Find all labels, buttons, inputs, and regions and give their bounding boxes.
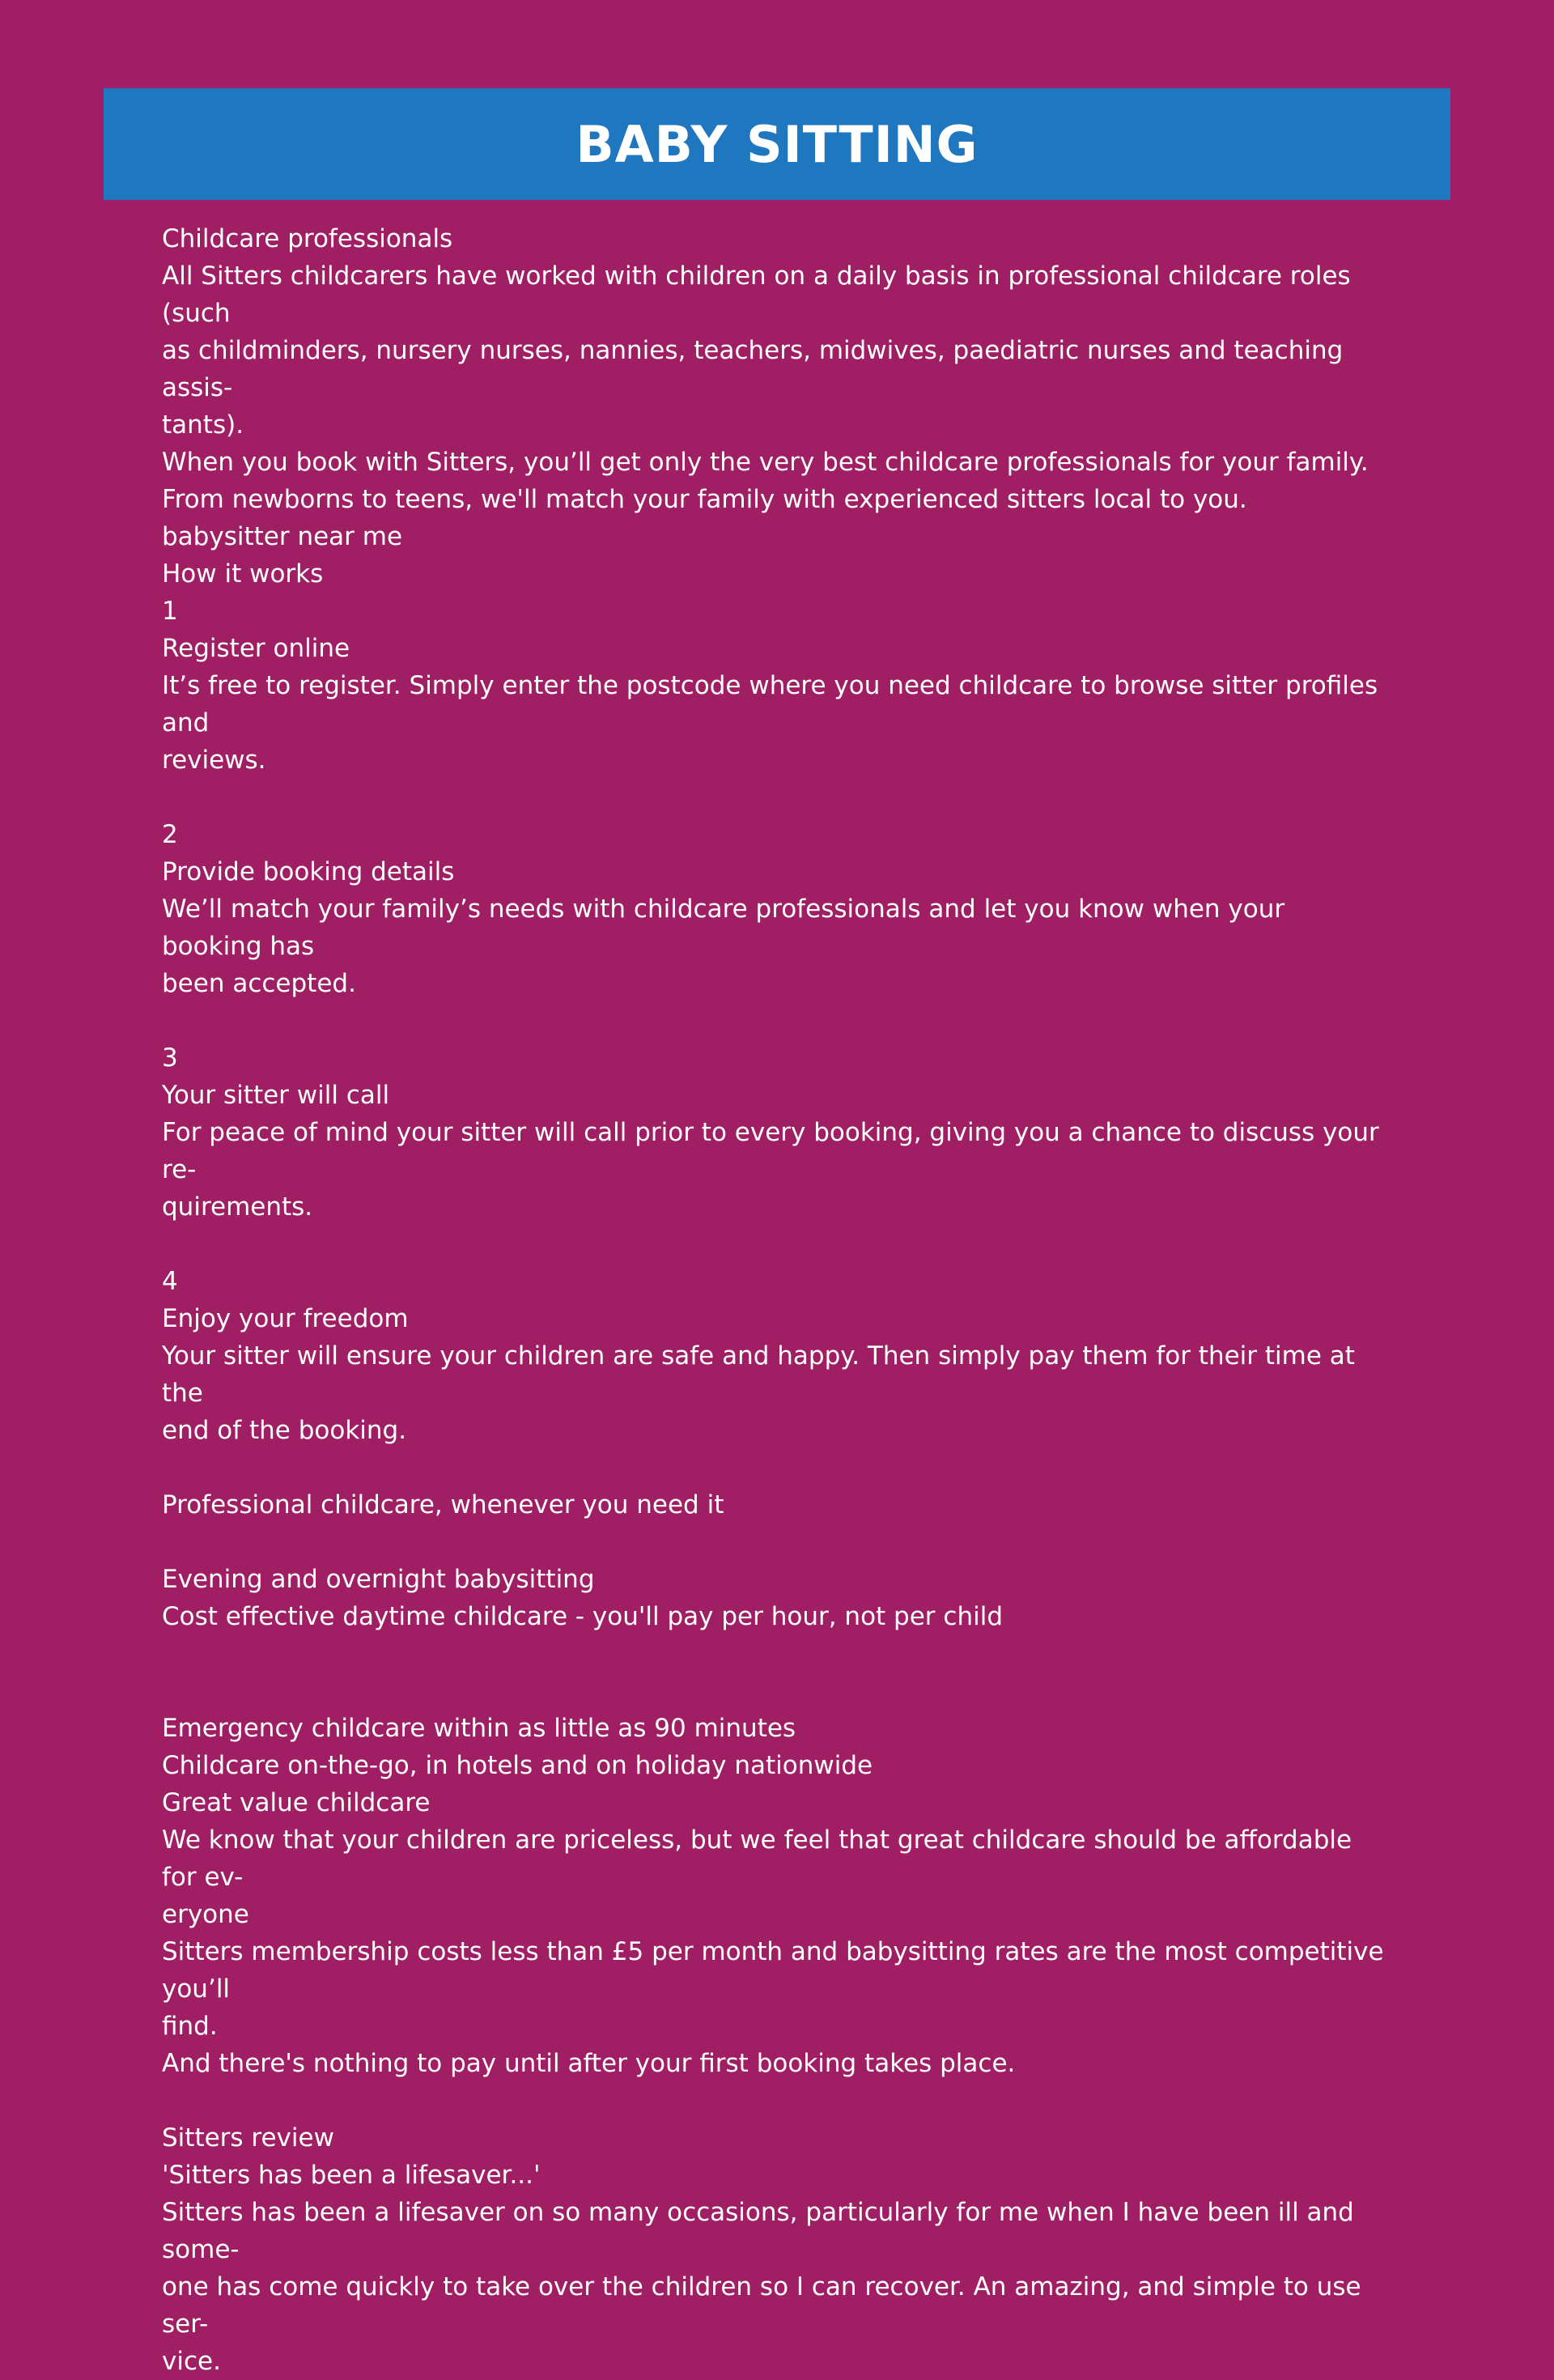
review-quote-title: 'Sitters has been a lifesaver...': [162, 2161, 541, 2190]
professional-item: Evening and overnight babysitting: [162, 1565, 595, 1594]
spacer: [162, 779, 1392, 816]
step-description: We’ll match your family’s needs with childcare professionals and let you know when your booking has: [162, 895, 1293, 961]
step-number: 2: [162, 820, 178, 849]
spacer: [162, 1449, 1392, 1486]
main-content: [162, 220, 1392, 2380]
value-text: Sitters membership costs less than £5 per month and babysitting rates are the most competitive you’ll: [162, 1937, 1392, 2004]
step-number: 3: [162, 1043, 178, 1073]
step-description: Your sitter will ensure your children are safe and happy. Then simply pay them for their time at the: [162, 1341, 1363, 1408]
intro-text: All Sitters childcarers have worked with children on a daily basis in professional childcare roles (such: [162, 261, 1359, 328]
step-number: 4: [162, 1267, 178, 1296]
professional-item: Childcare on-the-go, in hotels and on holiday nationwide: [162, 1751, 873, 1780]
review-text: one has come quickly to take over the children so I can recover. An amazing, and simple to use ser-: [162, 2272, 1369, 2339]
step-description: been accepted.: [162, 969, 356, 998]
value-text: find.: [162, 2012, 218, 2041]
step-title: Your sitter will call: [162, 1081, 390, 1110]
step-title: Provide booking details: [162, 857, 455, 886]
value-heading: Great value childcare: [162, 1788, 431, 1817]
review-text: Sitters has been a lifesaver on so many occasions, particularly for me when I have been ill and some-: [162, 2198, 1362, 2264]
review-text: vice.: [162, 2347, 221, 2376]
section-heading: Childcare professionals: [162, 224, 453, 253]
step-description: For peace of mind your sitter will call prior to every booking, giving you a chance to discuss your re-: [162, 1118, 1387, 1184]
step-description: reviews.: [162, 746, 266, 775]
spacer: [162, 1002, 1392, 1039]
intro-text: When you book with Sitters, you’ll get only the very best childcare professionals for your family.: [162, 448, 1369, 477]
spacer: [162, 1524, 1392, 1561]
review-heading: Sitters review: [162, 2123, 334, 2153]
professional-heading: Professional childcare, whenever you need it: [162, 1490, 724, 1519]
professional-item: Emergency childcare within as little as 90 minutes: [162, 1714, 796, 1743]
value-text: eryone: [162, 1900, 249, 1929]
intro-text: as childminders, nursery nurses, nannies, teachers, midwives, paediatric nurses and teaching assis-: [162, 336, 1352, 402]
how-it-works-heading: How it works: [162, 559, 324, 589]
intro-text: tants).: [162, 410, 244, 440]
header-banner: [104, 88, 1450, 200]
value-text: We know that your children are priceless, but we feel that great childcare should be affordable for ev-: [162, 1825, 1360, 1892]
step-title: Enjoy your freedom: [162, 1304, 409, 1333]
intro-text: From newborns to teens, we'll match your family with experienced sitters local to you.: [162, 485, 1247, 514]
spacer: [162, 1635, 1392, 1710]
professional-item: Cost effective daytime childcare - you'll pay per hour, not per child: [162, 1602, 1003, 1631]
step-description: It’s free to register. Simply enter the postcode where you need childcare to browse sitter profiles and: [162, 671, 1386, 737]
spacer: [162, 2082, 1392, 2119]
page-title: BABY SITTING: [575, 114, 979, 174]
babysitter-near-me-text: babysitter near me: [162, 522, 403, 551]
step-description: quirements.: [162, 1192, 313, 1222]
step-title: Register online: [162, 634, 350, 663]
step-number: 1: [162, 597, 178, 626]
spacer: [162, 1226, 1392, 1263]
step-description: end of the booking.: [162, 1416, 407, 1445]
value-text: And there's nothing to pay until after your first booking takes place.: [162, 2049, 1016, 2078]
